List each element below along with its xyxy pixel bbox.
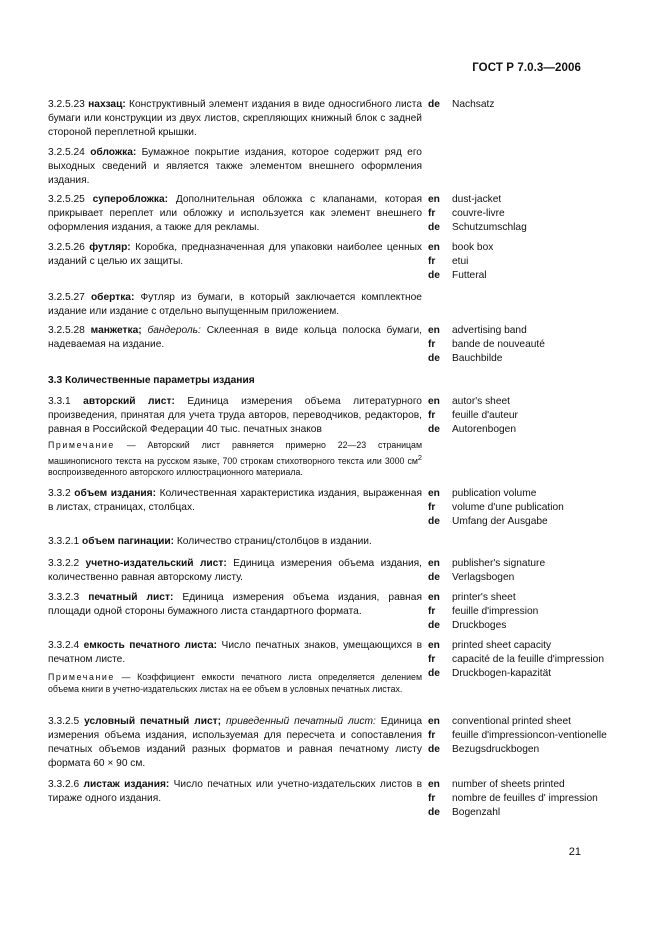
translation-row <box>428 409 628 423</box>
translated-term: publisher's signature <box>452 558 546 569</box>
translated-term: Futteral <box>452 270 487 281</box>
term-definition <box>48 193 422 235</box>
term-name: учетно-издательский лист: <box>85 558 227 569</box>
translation-row <box>428 193 628 207</box>
language-code: de <box>428 620 440 631</box>
term-definition <box>48 778 422 806</box>
term-name: манжетка; <box>90 325 142 336</box>
definition-text: Склеенная в виде кольца полоска бумаги, надеваемая на издание. <box>48 325 422 350</box>
language-code: fr <box>428 730 436 741</box>
translated-term: Umfang der Ausgabe <box>452 516 548 527</box>
definition-text: Коробка, предназначенная для упаковки наиболее ценных изданий с целью их защиты. <box>48 242 422 267</box>
translation-row <box>428 98 628 112</box>
term-number: 3.2.5.23 <box>48 99 85 110</box>
term-number: 3.2.5.24 <box>48 147 85 158</box>
translated-term: Bezugsdruckbogen <box>452 744 540 755</box>
term-definition <box>48 98 422 140</box>
language-code: fr <box>428 208 436 219</box>
translation-row <box>428 207 628 221</box>
translation-row <box>428 778 628 792</box>
definition-text: Футляр из бумаги, в который заключается комплектное издание или издание с отдельно выпущенным приложением. <box>48 292 422 317</box>
translation-row <box>428 806 628 820</box>
term-synonym: приведенный печатный лист: <box>225 716 376 727</box>
term-number: 3.3.2.1 <box>48 536 80 547</box>
term-definition <box>48 557 422 585</box>
term-number: 3.2.5.27 <box>48 292 85 303</box>
translated-term: bande de nouveauté <box>452 339 545 350</box>
translated-term: Druckbogen-kapazität <box>452 668 552 679</box>
translation-row <box>428 324 628 338</box>
term-number: 3.3.2 <box>48 488 71 499</box>
translation-row <box>428 605 628 619</box>
translated-term: Druckboges <box>452 620 507 631</box>
translations <box>428 193 628 235</box>
translated-term: advertising band <box>452 325 527 336</box>
translations <box>428 241 628 283</box>
translated-term: couvre-livre <box>452 208 505 219</box>
translations <box>428 715 628 757</box>
term-synonym: бандероль: <box>147 325 201 336</box>
translation-row <box>428 792 628 806</box>
term-number: 3.2.5.28 <box>48 325 85 336</box>
translations <box>428 591 628 633</box>
term-definition <box>48 487 422 515</box>
term-number: 3.3.1 <box>48 396 71 407</box>
translation-row <box>428 338 628 352</box>
translated-term: publication volume <box>452 488 537 499</box>
translation-row <box>428 743 628 757</box>
translated-term: volume d'une publication <box>452 502 564 513</box>
definition-text: Единица измерения объема издания, количественно равная авторскому листу. <box>48 558 422 583</box>
language-code: fr <box>428 256 436 267</box>
term-name: обложка: <box>90 147 137 158</box>
language-code: de <box>428 516 440 527</box>
term-definition <box>48 146 422 188</box>
language-code: de <box>428 572 440 583</box>
language-code: fr <box>428 410 436 421</box>
language-code: fr <box>428 793 436 804</box>
definition-text: Дополнительная обложка с клапанами, которая прикрывает переплет или обложку и используется как элемент внешнего оформления издания, а также для рекламы. <box>48 194 422 233</box>
translation-row <box>428 269 628 283</box>
translation-row <box>428 729 628 743</box>
translations <box>428 487 628 529</box>
translations <box>428 98 628 112</box>
language-code: en <box>428 716 440 727</box>
translation-row <box>428 395 628 409</box>
translation-row <box>428 501 628 515</box>
term-number: 3.3.2.3 <box>48 592 80 603</box>
translated-term: Bogenzahl <box>452 807 501 818</box>
language-code: en <box>428 640 440 651</box>
translation-row <box>428 352 628 366</box>
translation-row <box>428 639 628 653</box>
term-name: обертка: <box>90 292 135 303</box>
translated-term: conventional printed sheet <box>452 716 571 727</box>
term-number: 3.3.2.4 <box>48 640 80 651</box>
term-name: печатный лист: <box>88 592 174 603</box>
term-number: 3.3.2.6 <box>48 779 80 790</box>
term-name: условный печатный лист; <box>84 716 222 727</box>
translated-term: dust-jacket <box>452 194 502 205</box>
term-number: 3.2.5.26 <box>48 242 85 253</box>
translated-term: number of sheets printed <box>452 779 565 790</box>
page-number: 21 <box>568 846 581 858</box>
translated-term: capacité de la feuille d'impression <box>452 654 605 665</box>
translations <box>428 557 628 585</box>
translation-row <box>428 667 628 681</box>
term-name: авторский лист: <box>83 396 175 407</box>
term-name: емкость печатного листа: <box>83 640 218 651</box>
definition-text: Количественная характеристика издания, выраженная в листах, страницах, столбцах. <box>48 488 422 513</box>
term-definition <box>48 639 422 667</box>
term-definition <box>48 591 422 619</box>
translations <box>428 395 628 437</box>
language-code: de <box>428 270 440 281</box>
term-name: объем издания: <box>74 488 157 499</box>
language-code: en <box>428 558 440 569</box>
translated-term: feuille d'impressioncon-ventionelle <box>452 730 607 741</box>
translated-term: etui <box>452 256 469 267</box>
term-number: 3.3.2.5 <box>48 716 80 727</box>
translation-row <box>428 255 628 269</box>
translation-row <box>428 241 628 255</box>
language-code: fr <box>428 339 436 350</box>
language-code: de <box>428 99 440 110</box>
language-code: en <box>428 592 440 603</box>
translation-row <box>428 571 628 585</box>
note-label: Примечание <box>48 672 115 682</box>
note-superscript: 2 <box>417 452 422 462</box>
language-code: fr <box>428 502 436 513</box>
translated-term: printed sheet capacity <box>452 640 552 651</box>
language-code: de <box>428 222 440 233</box>
language-code: en <box>428 242 440 253</box>
language-code: fr <box>428 654 436 665</box>
translation-row <box>428 591 628 605</box>
standard-designation: ГОСТ Р 7.0.3—2006 <box>472 62 581 74</box>
definition-text: Число печатных или учетно-издательских листов в тираже одного издания. <box>48 779 422 804</box>
term-name: нахзац: <box>88 99 126 110</box>
term-name: объем пагинации: <box>82 536 175 547</box>
translation-row <box>428 619 628 633</box>
definition-text: Единица измерения объема издания, используемая для пересчета и сопоставления печатных объемов изданий разных форматов и равная печатному листу формата 60 × 90 см. <box>48 716 422 769</box>
note-text: — Авторский лист равняется примерно 22—23 страницам машинописного текста на русском языке, 700 строкам стихотворного текста или 3000 см <box>48 440 422 466</box>
translations <box>428 778 628 820</box>
translations <box>428 639 628 681</box>
language-code: en <box>428 325 440 336</box>
translation-row <box>428 487 628 501</box>
translated-term: printer's sheet <box>452 592 516 603</box>
translated-term: Nachsatz <box>452 99 495 110</box>
definition-text: Конструктивный элемент издания в виде односгибного листа бумаги или конструкции из двух листов, скрепляющих книжный блок с задней стороной переплетной крышки. <box>48 99 422 138</box>
definition-text: Число печатных знаков, умещающихся в печатном листе. <box>48 640 422 665</box>
term-definition <box>48 715 422 771</box>
term-number: 3.2.5.25 <box>48 194 85 205</box>
term-name: суперобложка: <box>92 194 169 205</box>
term-number: 3.3.2.2 <box>48 558 80 569</box>
translated-term: Schutzumschlag <box>452 222 527 233</box>
note-label: Примечание <box>48 440 115 450</box>
term-definition <box>48 324 422 352</box>
language-code: fr <box>428 606 436 617</box>
language-code: en <box>428 194 440 205</box>
note-text: — Коэффициент емкости печатного листа определяется делением объема книги в учетно-издательских листах на ее объем в условных печатных листах. <box>48 672 422 694</box>
definition-text: Бумажное покрытие издания, которое содержит ряд его выходных сведений и является также элементом внешнего оформления издания. <box>48 147 422 186</box>
term-definition <box>48 291 422 319</box>
language-code: de <box>428 744 440 755</box>
translated-term: feuille d'impression <box>452 606 539 617</box>
note <box>48 672 422 695</box>
note <box>48 440 422 478</box>
language-code: en <box>428 779 440 790</box>
term-name: листаж издания: <box>83 779 170 790</box>
translation-row <box>428 515 628 529</box>
definition-text: Единица измерения объема издания, равная площади одной стороны бумажного листа стандартного формата. <box>48 592 422 617</box>
translated-term: Autorenbogen <box>452 424 517 435</box>
language-code: en <box>428 488 440 499</box>
translation-row <box>428 221 628 235</box>
translated-term: feuille d'auteur <box>452 410 518 421</box>
translated-term: book box <box>452 242 494 253</box>
language-code: de <box>428 353 440 364</box>
translated-term: autor's sheet <box>452 396 511 407</box>
term-definition <box>48 535 422 549</box>
definition-text: Единица измерения объема литературного произведения, принятая для учета труда авторов, переводчиков, редакторов, равная в Российской Федерации 40 тыс. печатных знаков <box>48 396 422 435</box>
translations <box>428 324 628 366</box>
translated-term: Verlagsbogen <box>452 572 515 583</box>
language-code: en <box>428 396 440 407</box>
language-code: de <box>428 424 440 435</box>
term-definition <box>48 395 422 437</box>
term-name: футляр: <box>89 242 131 253</box>
translated-term: Bauchbilde <box>452 353 503 364</box>
definition-text: Количество страниц/столбцов в издании. <box>176 536 372 547</box>
note-text: воспроизведенного авторского иллюстрационного материала. <box>48 466 303 477</box>
language-code: de <box>428 807 440 818</box>
language-code: de <box>428 668 440 679</box>
translation-row <box>428 423 628 437</box>
translated-term: nombre de feuilles d' impression <box>452 793 598 804</box>
translation-row <box>428 715 628 729</box>
term-definition <box>48 241 422 269</box>
translation-row <box>428 653 628 667</box>
translation-row <box>428 557 628 571</box>
section-title: 3.3 Количественные параметры издания <box>48 375 255 386</box>
